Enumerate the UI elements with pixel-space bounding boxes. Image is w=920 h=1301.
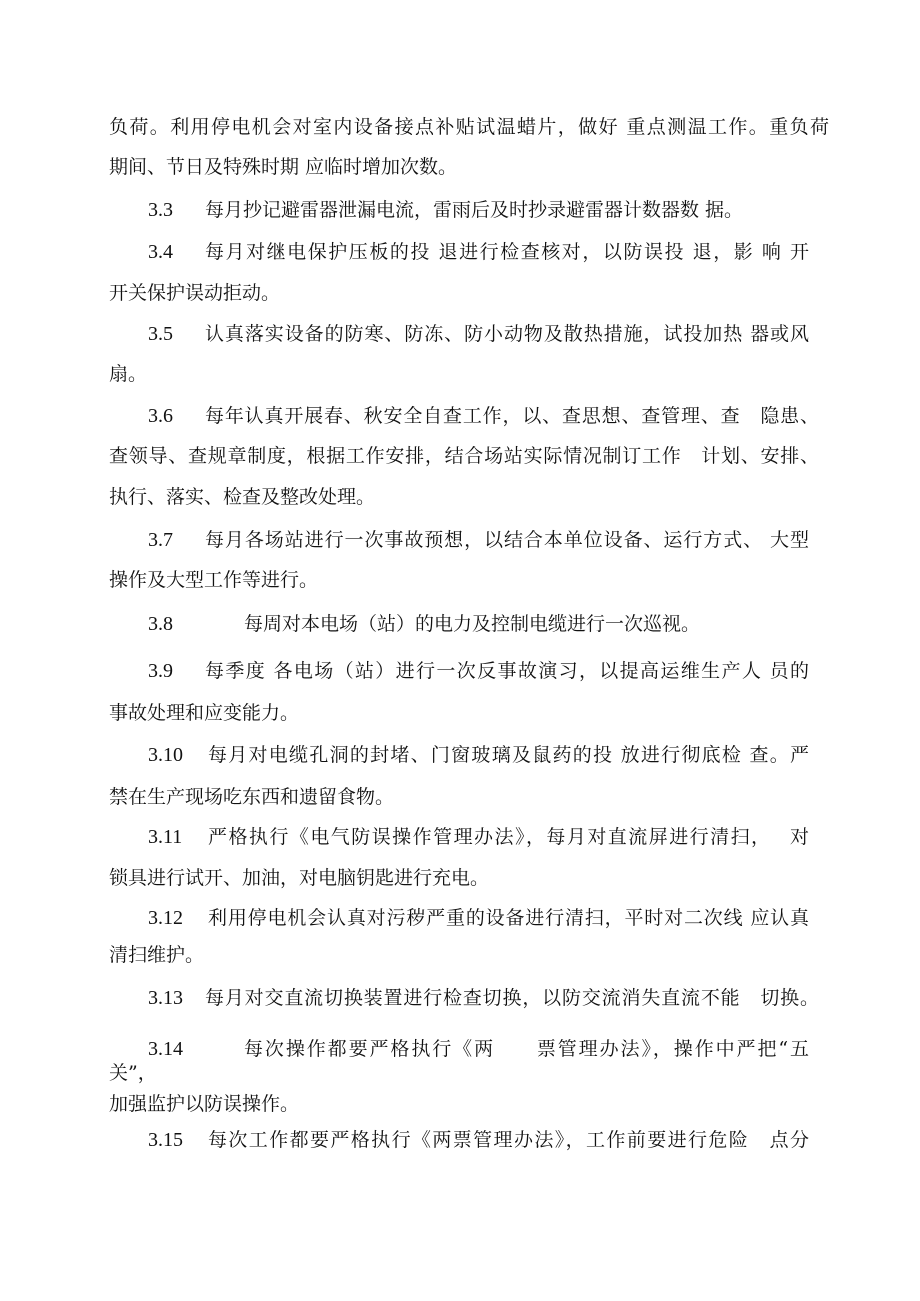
item-text-3-7: 每月各场站进行一次事故预想，以结合本单位设备、运行方式、 大型 (205, 529, 809, 551)
item-number-3-5: 3.5 (148, 323, 173, 345)
item-number-3-11: 3.11 (148, 826, 183, 848)
item-number-3-15: 3.15 (148, 1129, 183, 1151)
item-number-3-13: 3.13 (148, 987, 183, 1009)
item-number-3-12: 3.12 (148, 907, 183, 929)
item-number-3-10: 3.10 (148, 744, 183, 766)
item-text-3-15: 每次工作都要严格执行《两票管理办法》，工作前要进行危险 点分 (208, 1129, 809, 1151)
paragraph-line: 禁在生产现场吃东西和遗留食物。 (109, 786, 395, 808)
item-number-3-14: 3.14 (148, 1038, 183, 1060)
paragraph-line: 期间、节日及特殊时期 应临时增加次数。 (109, 156, 458, 178)
item-number-3-8: 3.8 (148, 613, 173, 635)
item-text-3-3: 每月抄记避雷器泄漏电流，雷雨后及时抄录避雷器计数器数 据。 (205, 199, 744, 221)
item-text-3-4: 每月对继电保护压板的投 退进行检查核对，以防误投 退，影 响 开 (205, 241, 809, 263)
paragraph-line: 事故处理和应变能力。 (109, 702, 300, 724)
item-text-3-6: 每年认真开展春、秋安全自查工作，以、查思想、查管理、查 隐患、 (205, 405, 819, 427)
item-number-3-6: 3.6 (148, 405, 173, 427)
paragraph-line: 操作及大型工作等进行。 (109, 569, 319, 591)
item-text-3-12: 利用停电机会认真对污秽严重的设备进行清扫，平时对二次线 应认真 (208, 907, 809, 929)
paragraph-line: 清扫维护。 (109, 944, 205, 966)
item-number-3-7: 3.7 (148, 529, 173, 551)
item-number-3-3: 3.3 (148, 199, 173, 221)
item-text-3-8: 每周对本电场（站）的电力及控制电缆进行一次巡视。 (244, 613, 701, 635)
item-number-3-9: 3.9 (148, 660, 173, 682)
paragraph-line: 加强监护以防误操作。 (109, 1093, 300, 1115)
paragraph-line: 执行、落实、检查及整改处理。 (109, 486, 376, 508)
paragraph-line: 开关保护误动拒动。 (109, 282, 281, 304)
item-text-3-11: 严格执行《电气防误操作管理办法》，每月对直流屏进行清扫， 对 (208, 826, 809, 848)
paragraph-line: 关”， (109, 1062, 157, 1084)
item-text-3-10: 每月对电缆孔洞的封堵、门窗玻璃及鼠药的投 放进行彻底检 查。严 (208, 744, 809, 766)
item-text-3-14: 每次操作都要严格执行《两 票管理办法》，操作中严把“五 (244, 1038, 809, 1060)
paragraph-line: 负荷。利用停电机会对室内设备接点补贴试温蜡片，做好 重点测温工作。重负荷 (109, 116, 829, 138)
item-text-3-13: 每月对交直流切换装置进行检查切换，以防交流消失直流不能 切换。 (205, 987, 819, 1009)
item-text-3-9: 每季度 各电场（站）进行一次反事故演习，以提高运维生产人 员的 (205, 660, 809, 682)
item-text-3-5: 认真落实设备的防寒、防冻、防小动物及散热措施，试投加热 器或风 (205, 323, 809, 345)
item-number-3-4: 3.4 (148, 241, 173, 263)
paragraph-line: 锁具进行试开、加油，对电脑钥匙进行充电。 (109, 867, 490, 889)
paragraph-line: 查领导、查规章制度，根据工作安排，结合场站实际情况制订工作 计划、安排、 (109, 445, 819, 467)
paragraph-line: 扇。 (109, 363, 148, 385)
